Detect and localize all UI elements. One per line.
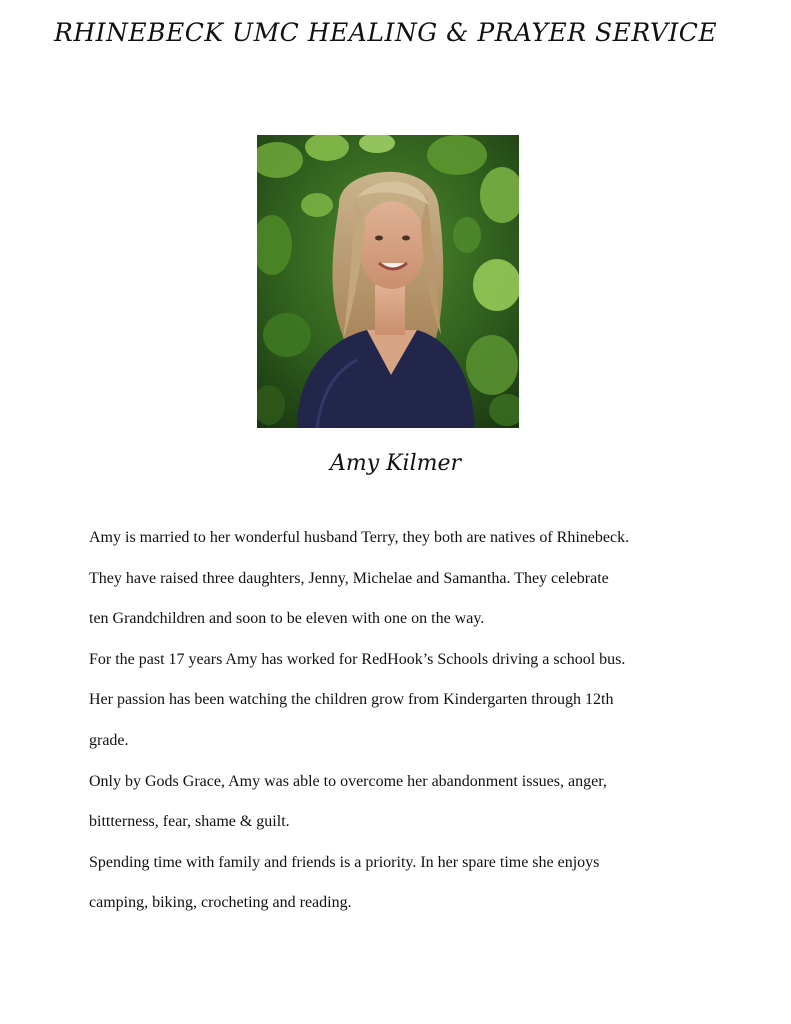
bio-line: camping, biking, crocheting and reading. [89,894,352,912]
bio-line: Amy is married to her wonderful husband Terry, they both are natives of Rhinebeck. [89,529,630,546]
bio-line: bittterness, fear, shame & guilt. [89,813,290,831]
bio-line: Her passion has been watching the children grow from Kindergarten through 12th [89,691,614,709]
portrait-illustration [257,135,519,428]
bio-text [89,525,769,931]
person-name: Amy Kilmer [329,451,462,476]
portrait-photo [257,135,519,428]
bio-line: grade. [89,731,129,749]
bio-line: For the past 17 years Amy has worked for RedHook’s Schools driving a school bus. [89,650,626,668]
bio-line: They have raised three daughters, Jenny, Michelae and Samantha. They celebrate [89,569,609,587]
bio-line: ten Grandchildren and soon to be eleven with one on the way. [89,610,485,628]
bio-line: Only by Gods Grace, Amy was able to overcome her abandonment issues, anger, [89,772,607,790]
page-title: RHINEBECK UMC HEALING & PRAYER SERVICE [54,18,718,47]
bio-line: Spending time with family and friends is a priority. In her spare time she enjoys [89,853,600,871]
